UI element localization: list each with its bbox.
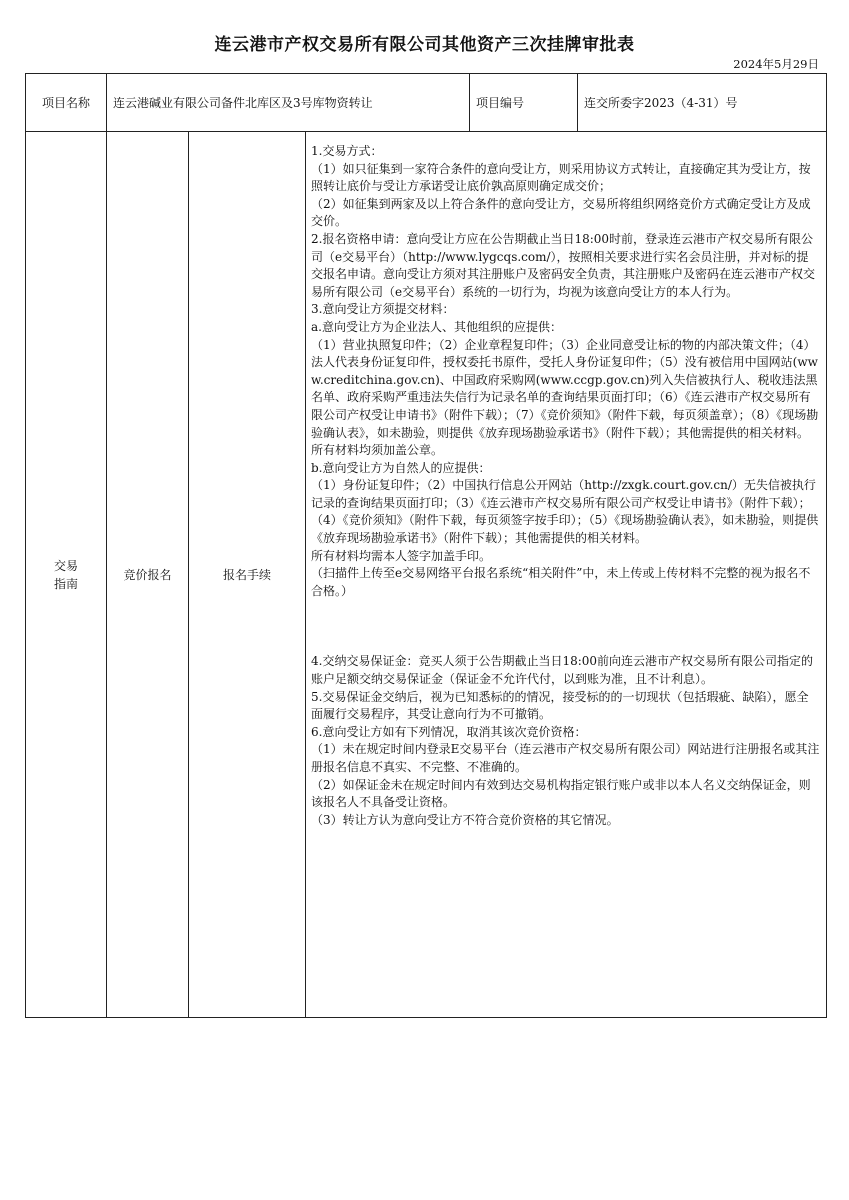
- content-paragraph: b.意向受让方为自然人的应提供：: [311, 460, 491, 475]
- content-paragraph: 3.意向受让方须提交材料：: [311, 302, 455, 317]
- content-gap: [311, 600, 820, 653]
- registration-procedure-label: 报名手续: [189, 132, 306, 1018]
- content-paragraph: （2）如保证金未在规定时间内有效到达交易机构指定银行账户或非以本人名义交纳保证金，则该报名人不具备受让资格。: [311, 777, 811, 810]
- content-paragraph: 6.意向受让方如有下列情况，取消其该次竞价资格：: [311, 724, 587, 739]
- content-paragraph: （2）如征集到两家及以上符合条件的意向受让方，交易所将组织网络竞价方式确定受让方及成交价。: [311, 196, 811, 229]
- project-code-value: 连交所委字2023（4-31）号: [578, 74, 827, 132]
- content-paragraph: （1）身份证复印件；（2）中国执行信息公开网站（http://zxgk.court.gov.cn/）无失信被执行记录的查询结果页面打印；（3）《连云港市产权交易所有限公司产权受让申请书》（附件下载）；（4）《竞价须知》（附件下载，每页须签字按手印）；（5）《现场勘验确认表》，如未勘验，则提供《放弃现场勘验承诺书》（附件下载）；其他需提供的相关材料。: [311, 478, 819, 546]
- content-paragraph: 所有材料均需本人签字加盖手印。: [311, 548, 492, 563]
- project-code-label: 项目编号: [470, 74, 578, 132]
- document-date: 2024年5月29日: [733, 57, 819, 71]
- content-paragraph: 2.报名资格申请：意向受让方应在公告期截止当日18:00时前，登录连云港市产权交易所有限公司（e交易平台）（http://www.lygcqs.com/），按照相关要求进行实名会员注册，并对标的提交报名申请。意向受让方须对其注册账户及密码安全负责，其注册账户及密码在连云港市产权交易所有限公司（e交易平台）系统的一切行为，均视为该意向受让方的本人行为。: [311, 231, 816, 299]
- approval-table: [25, 73, 827, 1018]
- trading-guide-text: 交易指南: [53, 558, 78, 591]
- content-block-b: [311, 653, 820, 829]
- header-row: [26, 74, 827, 132]
- content-paragraph: （3）转让方认为意向受让方不符合竞价资格的其它情况。: [311, 812, 619, 827]
- content-paragraph: 1.交易方式：: [311, 144, 383, 158]
- content-paragraph: （1）未在规定时间内登录E交易平台（连云港市产权交易所有限公司）网站进行注册报名或其注册报名信息不真实、不完整、不准确的。: [311, 742, 820, 774]
- bidding-registration-label: 竞价报名: [107, 132, 189, 1018]
- content-paragraph: 4.交纳交易保证金：竞买人须于公告期截止当日18:00前向连云港市产权交易所有限公司指定的账户足额交纳交易保证金（保证金不允许代付，以到账为准，且不计利息）。: [311, 654, 814, 687]
- content-paragraph: a.意向受让方为企业法人、其他组织的应提供：: [311, 319, 562, 334]
- document-title: 连云港市产权交易所有限公司其他资产三次挂牌审批表: [214, 35, 635, 55]
- content-paragraph: 5.交易保证金交纳后，视为已知悉标的的情况，接受标的的一切现状（包括瑕疵、缺陷），愿全面履行交易程序，其受让意向行为不可撤销。: [311, 689, 809, 722]
- content-paragraph: （1）如只征集到一家符合条件的意向受让方，则采用协议方式转让，直接确定其为受让方，按照转让底价与受让方承诺受让底价孰高原则确定成交价；: [311, 161, 811, 194]
- project-name-value: 连云港碱业有限公司备件北库区及3号库物资转让: [107, 74, 470, 132]
- content-paragraph: 所有材料均须加盖公章。: [311, 443, 444, 458]
- content-paragraph: （1）营业执照复印件；（2）企业章程复印件；（3）企业同意受让标的物的内部决策文件；（4）法人代表身份证复印件，授权委托书原件，受托人身份证复印件；（5）没有被信用中国网站(www.creditchina.gov.cn)、中国政府采购网(www.ccgp.gov.cn)列入失信被执行人、税收违法黑名单、政府采购严重违法失信行为记录名单的查询结果页面打印；（6）《连云港市产权交易所有限公司产权受让申请书》（附件下载）；（7）《竞价须知》（附件下载，每页须盖章）；（8）《现场勘验确认表》，如未勘验，则提供《放弃现场勘验承诺书》（附件下载）；其他需提供的相关材料。: [311, 337, 819, 440]
- project-name-label: 项目名称: [26, 74, 107, 132]
- content-paragraph: （扫描件上传至e交易网络平台报名系统“相关附件”中，未上传或上传材料不完整的视为报名不合格。）: [311, 566, 811, 598]
- guide-row: [26, 132, 827, 1018]
- content-block-a: [311, 143, 820, 600]
- trading-guide-label: [26, 132, 107, 1018]
- procedure-content: [306, 132, 827, 1018]
